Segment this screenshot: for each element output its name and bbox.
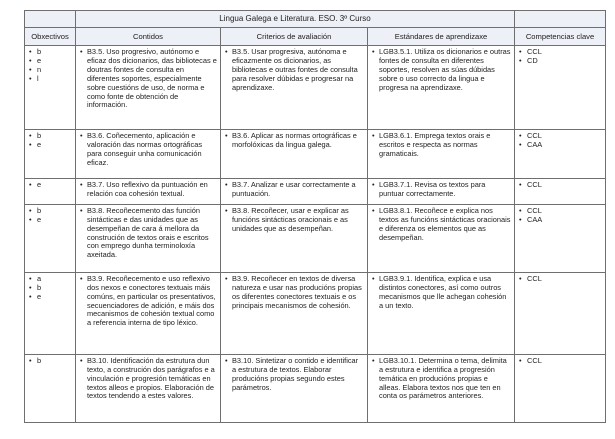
objectives-cell: [25, 204, 76, 272]
competences-cell: [515, 130, 606, 179]
header-empty-corner: [25, 11, 76, 28]
criteria-text: • B3.6. Aplicar as normas ortográficas e morfolóxicas da lingua galega.: [224, 132, 364, 150]
objective-item: • a: [28, 275, 72, 284]
objective-item: • b: [28, 284, 72, 293]
objectives-cell: [25, 272, 76, 354]
objective-item: • e: [28, 141, 72, 150]
competence-item: • CCL: [518, 275, 602, 284]
objectives-cell: [25, 354, 76, 422]
objective-item: • b: [28, 132, 72, 141]
objective-item: • e: [28, 293, 72, 302]
competence-item: • CCL: [518, 207, 602, 216]
header-empty-corner: [515, 11, 606, 28]
standard-cell: [368, 354, 515, 422]
objectives-cell: [25, 46, 76, 130]
column-header-objectives: Obxectivos: [25, 28, 76, 46]
competences-cell: [515, 46, 606, 130]
competences-cell: [515, 272, 606, 354]
competences-cell: [515, 179, 606, 205]
criteria-text: • B3.10. Sintetizar o contido e identificar a estrutura de textos. Elaborar producións propias segundo estes parámetros.: [224, 357, 364, 393]
standard-text: • LGB3.8.1. Recoñece e explica nos textos as funcións sintácticas oracionais e diferenza os elementos que as desempeñan.: [371, 207, 511, 243]
content-cell: [76, 46, 221, 130]
table-title-row: [25, 11, 606, 28]
content-cell: [76, 179, 221, 205]
column-header-contents: Contidos: [76, 28, 221, 46]
criteria-cell: [221, 46, 368, 130]
standard-text: • LGB3.10.1. Determina o tema, delimita a estrutura e identifica a progresión temática en producións propias e alleas. Elabora textos nos que ten en conta os parámetros anteriores.: [371, 357, 511, 402]
competence-item: • CCL: [518, 132, 602, 141]
content-text: • B3.6. Coñecemento, aplicación e valoración das normas ortográficas para conseguir unha comunicación eficaz.: [79, 132, 217, 168]
table-row: [25, 130, 606, 179]
curriculum-table: [24, 10, 606, 423]
standard-cell: [368, 46, 515, 130]
content-text: • B3.5. Uso progresivo, autónomo e eficaz dos dicionarios, das bibliotecas e doutras fontes de consulta en diferentes soportes, especialmente sobre cuestións de uso, de norma e como fonte de obtención de información.: [79, 48, 217, 110]
content-text: • B3.9. Recoñecemento e uso reflexivo dos nexos e conectores textuais máis comúns, en particular os presentativos, secuenciadores de adición, e máis dos mecanismos de cohesión textual como a referencia interna de tipo léxico.: [79, 275, 217, 328]
content-cell: [76, 272, 221, 354]
objective-item: • b: [28, 357, 72, 366]
content-text: • B3.8. Recoñecemento das función sintácticas e das unidades que as desempeñan de cara á mellora da construción de textos orais e escritos con emprego dunha terminoloxía axeitada.: [79, 207, 217, 260]
criteria-text: • B3.8. Recoñecer, usar e explicar as funcións sintácticas oracionais e as unidades que as desempeñan.: [224, 207, 364, 234]
criteria-text: • B3.9. Recoñecer en textos de diversa natureza e usar nas producións propias os diferentes conectores textuais e os principais mecanismos de cohesión.: [224, 275, 364, 311]
criteria-cell: [221, 179, 368, 205]
criteria-cell: [221, 354, 368, 422]
competence-item: • CCL: [518, 357, 602, 366]
table-title: Lingua Galega e Literatura. ESO. 3º Curso: [76, 11, 515, 28]
table-row: [25, 179, 606, 205]
column-header-row: [25, 28, 606, 46]
table-row: [25, 204, 606, 272]
column-header-standards: Estándares de aprendizaxe: [368, 28, 515, 46]
standard-cell: [368, 130, 515, 179]
content-cell: [76, 204, 221, 272]
objective-item: • l: [28, 75, 72, 84]
column-header-competences: Competencias clave: [515, 28, 606, 46]
content-cell: [76, 130, 221, 179]
content-text: • B3.10. Identificación da estrutura dun texto, a construción dos parágrafos e a vinculación e progresión temáticas en textos alleos e propios. Elaboración de textos tendendo a estes valores.: [79, 357, 217, 402]
table-row: [25, 354, 606, 422]
table-row: [25, 272, 606, 354]
standard-cell: [368, 179, 515, 205]
standard-text: • LGB3.5.1. Utiliza os dicionarios e outras fontes de consulta en diferentes soportes, resolven as súas dúbidas sobre o uso correcto da lingua e progresa na aprendizaxe.: [371, 48, 511, 93]
table-row: [25, 46, 606, 130]
standard-text: • LGB3.6.1. Emprega textos orais e escritos e respecta as normas gramaticais.: [371, 132, 511, 159]
content-text: • B3.7. Uso reflexivo da puntuación en relación coa cohesión textual.: [79, 181, 217, 199]
criteria-cell: [221, 204, 368, 272]
competence-item: • CD: [518, 57, 602, 66]
objective-item: • b: [28, 48, 72, 57]
competences-cell: [515, 204, 606, 272]
competences-cell: [515, 354, 606, 422]
competence-item: • CAA: [518, 141, 602, 150]
criteria-text: • B3.5. Usar progresiva, autónoma e eficazmente os dicionarios, as bibliotecas e outras fontes de consulta para resolver dúbidas e progresar na aprendizaxe.: [224, 48, 364, 93]
content-cell: [76, 354, 221, 422]
standard-cell: [368, 204, 515, 272]
objective-item: • b: [28, 207, 72, 216]
objective-item: • e: [28, 216, 72, 225]
competence-item: • CCL: [518, 48, 602, 57]
criteria-cell: [221, 130, 368, 179]
criteria-cell: [221, 272, 368, 354]
objectives-cell: [25, 130, 76, 179]
objectives-cell: [25, 179, 76, 205]
standard-text: • LGB3.9.1. Identifica, explica e usa distintos conectores, así como outros mecanismos que lle achegan cohesión a un texto.: [371, 275, 511, 311]
objective-item: • e: [28, 181, 72, 190]
competence-item: • CAA: [518, 216, 602, 225]
objective-item: • e: [28, 57, 72, 66]
column-header-criteria: Criterios de avaliación: [221, 28, 368, 46]
objective-item: • n: [28, 66, 72, 75]
standard-cell: [368, 272, 515, 354]
competence-item: • CCL: [518, 181, 602, 190]
criteria-text: • B3.7. Analizar e usar correctamente a puntuación.: [224, 181, 364, 199]
standard-text: • LGB3.7.1. Revisa os textos para puntuar correctamente.: [371, 181, 511, 199]
